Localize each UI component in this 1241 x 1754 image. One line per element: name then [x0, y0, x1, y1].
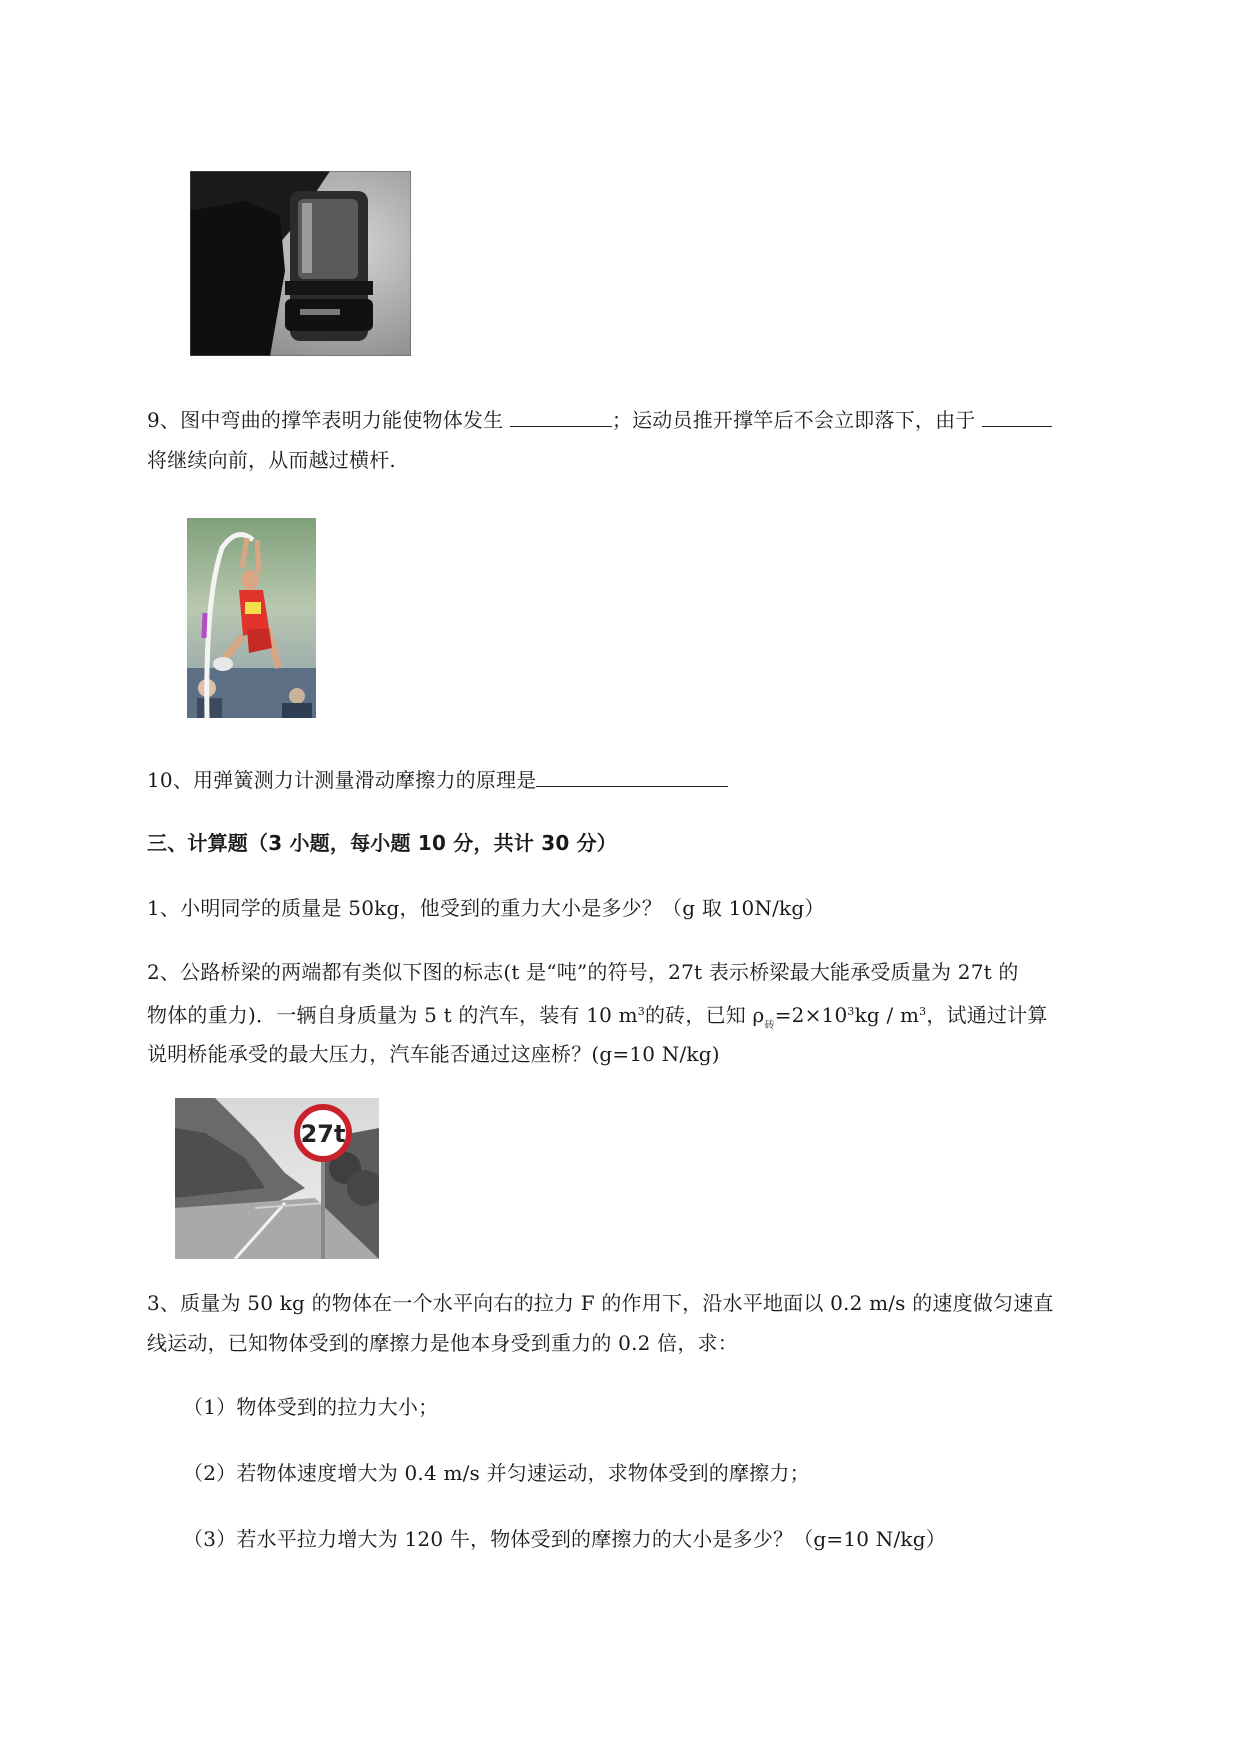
calc3-line2: 线运动，已知物体受到的摩擦力是他本身受到重力的 0.2 倍，求：: [147, 1331, 738, 1355]
section-3-heading: 三、计算题（3 小题，每小题 10 分，共计 30 分）: [147, 831, 617, 855]
calc3-sub-2: （2）若物体速度增大为 0.4 m/s 并匀速运动，求物体受到的摩擦力；: [183, 1461, 810, 1485]
q9-blank-1[interactable]: [510, 406, 612, 427]
calc2-subscript: 砖: [764, 1020, 775, 1031]
calc2-line2-e: ，试通过计算: [926, 1003, 1048, 1027]
calc2-line2-d: kg / m: [854, 1003, 920, 1027]
q9-text-b: ；运动员推开撑竿后不会立即落下，由于: [611, 408, 983, 432]
calc1-text: 1、小明同学的质量是 50kg，他受到的重力大小是多少？（g 取 10N/kg）: [147, 896, 825, 920]
jar-photo: [190, 171, 411, 356]
q9-line2: 将继续向前，从而越过横杆.: [147, 448, 396, 472]
calc2-line2: [147, 998, 1048, 1040]
bridge-sign-label: 27t: [300, 1120, 346, 1148]
calc2-line2-b: 的砖，已知 ρ: [644, 1003, 765, 1027]
calc3-line1: 3、质量为 50 kg 的物体在一个水平向右的拉力 F 的作用下，沿水平地面以 0.2 m/s 的速度做匀速直: [147, 1291, 1054, 1315]
q10-text: 10、用弹簧测力计测量滑动摩擦力的原理是: [147, 768, 537, 792]
pole-vault-photo: [187, 518, 316, 718]
calc2-line2-c: =2×10: [774, 1003, 848, 1027]
q10-blank[interactable]: [536, 766, 728, 787]
calc2-sup-3: 3: [919, 1005, 927, 1018]
q10-line: [147, 766, 728, 794]
calc2-line3: 说明桥能承受的最大压力，汽车能否通过这座桥？(g=10 N/kg): [147, 1042, 720, 1066]
bridge-sign-photo: [175, 1098, 379, 1259]
calc2-sup-2: 3: [847, 1005, 855, 1018]
q9-text-a: 9、图中弯曲的撑竿表明力能使物体发生: [147, 408, 510, 432]
calc3-sub-1: （1）物体受到的拉力大小；: [183, 1395, 439, 1419]
q9-line1: [147, 406, 1052, 434]
calc3-sub-3: （3）若水平拉力增大为 120 牛，物体受到的摩擦力的大小是多少？（g=10 N/kg）: [183, 1527, 946, 1551]
calc2-line2-a: 物体的重力)．一辆自身质量为 5 t 的汽车，装有 10 m: [147, 1003, 638, 1027]
calc2-line1: 2、公路桥梁的两端都有类似下图的标志(t 是“吨”的符号，27t 表示桥梁最大能承受质量为 27t 的: [147, 960, 1019, 984]
q9-blank-2[interactable]: [982, 406, 1052, 427]
calc2-sup-1: 3: [637, 1005, 645, 1018]
